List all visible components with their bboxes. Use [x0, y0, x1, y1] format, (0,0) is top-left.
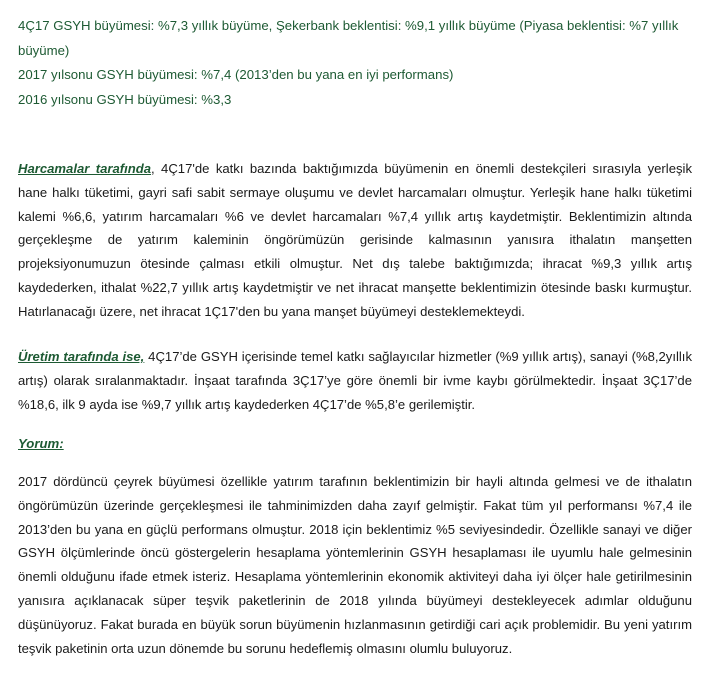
section-uretim — [18, 345, 692, 416]
kpi-summary — [18, 0, 692, 112]
document-page — [18, 0, 692, 656]
section-heading-yorum: Yorum: — [18, 436, 64, 451]
kpi-2017-growth: 2017 yılsonu GSYH büyümesi: %7,4 (2013’den bu yana en iyi performans) — [18, 67, 454, 82]
section-body-harcamalar: , 4Ç17'de katkı bazında baktığımızda büyümenin en önemli destekçileri sırasıyla yerleşik hane halkı tüketimi, gayri safi sabit sermaye oluşumu ve devlet harcamaları olmuştur. Yerleşik hane halkı tüketimi kalemi %6,6, yatırım harcamaları %6 ve devlet harcamaları %7,4 yıllık artış kaydetmiştir. Beklentimizin altında gerçekleşme de yatırım kaleminin öngörümüzün gerisinde kalmasının yanısıra ithalatın manşetten projeksiyonumuzun ötesinde çalması etkili olmuştur. Net dış talebe baktığımızda; ihracat %9,3 yıllık artış kaydederken, ithalat %22,7 yıllık artış kaydetmiştir ve net ihracat manşette beklentimizin ötesinde baskı kurmuştur. Hatırlanacağı üzere, net ihracat 1Ç17'den bu yana manşet büyümeyi desteklemekteydi. — [18, 161, 692, 319]
section-heading-uretim: Üretim tarafında ise, — [18, 349, 145, 364]
kpi-q4-growth: 4Ç17 GSYH büyümesi: %7,3 yıllık büyüme, Şekerbank beklentisi: %9,1 yıllık büyüme (Piyasa beklentisi: %7 yıllık büyüme) — [18, 18, 679, 58]
section-body-uretim: 4Ç17’de GSYH içerisinde temel katkı sağlayıcılar hizmetler (%9 yıllık artış), sanayi (%8,2yıllık artış) olarak sıralanmaktadır. İnşaat tarafında 3Ç17’ye göre önemli bir ivme kaybı görülmektedir. İnşaat 3Ç17’de %18,6, ilk 9 ayda ise %9,7 yıllık artış kaydederken 4Ç17’de %5,8’e gerilemiştir. — [18, 349, 692, 412]
kpi-2016-growth: 2016 yılsonu GSYH büyümesi: %3,3 — [18, 91, 232, 107]
section-yorum-heading-row — [18, 432, 64, 456]
section-heading-harcamalar: Harcamalar tarafında — [18, 161, 152, 176]
section-body-yorum: 2017 dördüncü çeyrek büyümesi özellikle yatırım tarafının beklentimizin bir hayli altında gelmesi ve de ithalatın öngörümüzün üzerinde gerçekleşmesi ile tahminimizden daha zayıf gelmiştir. Fakat tüm yıl performansı %7,4 ile 2013’den bu yana en güçlü performans olmuştur. 2018 için beklentimiz %5 seviyesindedir. Özellikle sanayi ve diğer GSYH ölçümlerinde öncü göstergelerin hesaplama yöntemlerinin GSYH hesaplaması ile uyumlu hale gelmesinin önemli olduğunu ifade etmek isteriz. Hesaplama yöntemlerinin ekonomik aktiviteyi daha iyi ölçer hale getirilmesinin yanısıra açıklanacak süper teşvik paketlerinin de 2018 yılında büyümeyi destekleyecek adımlar olduğunu düşünüyoruz. Fakat burada en büyük sorun büyümenin hızlanmasının getirdiği cari açık problemidir. Bu yeni yatırım teşvik paketinin orta uzun dönemde bu sorunu hedeflemiş olmasını olumlu buluyoruz. — [18, 474, 692, 656]
section-harcamalar — [18, 157, 692, 324]
